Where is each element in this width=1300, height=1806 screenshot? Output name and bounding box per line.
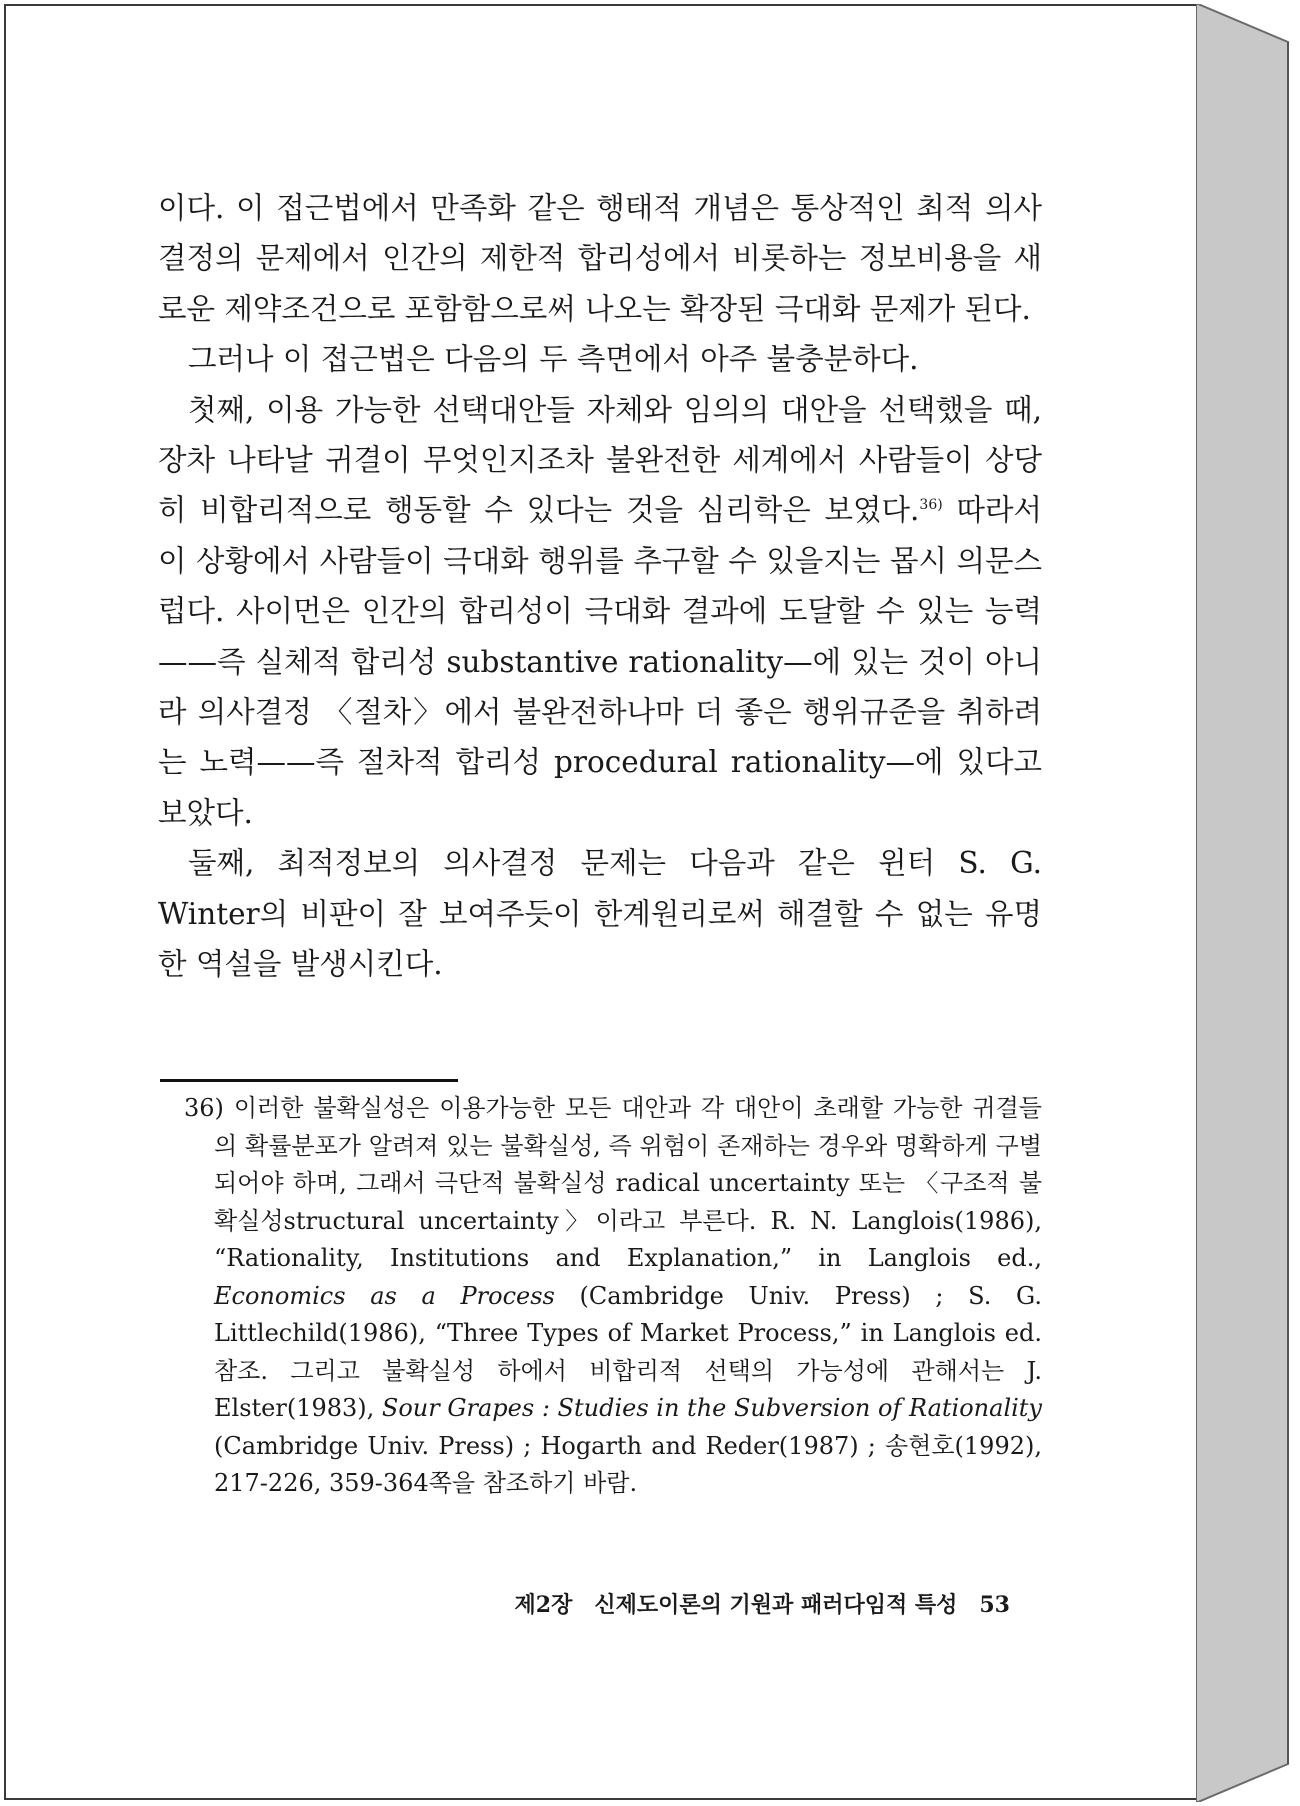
page-number: 53 [979,1592,1010,1618]
running-footer [390,1588,1010,1619]
chapter-label: 제2장 [514,1592,573,1618]
paragraph-text: 첫째, 이용 가능한 선택대안들 자체와 임의의 대안을 선택했을 때, 장차 나타날 귀결이 무엇인지조차 불완전한 세계에서 사람들이 상당히 비합리적으로 행동할 수 있다는 것을 심리학은 보였다. [158,392,1042,528]
footnote-item [184,1090,1042,1503]
paragraph-text: 따라서 이 상황에서 사람들이 극대화 행위를 추구할 수 있을지는 몹시 의문스럽다. 사이먼은 인간의 합리성이 극대화 결과에 도달할 수 있는 능력——즉 실체적 합리성 substantive rationality—에 있는 것이 아니라 의사결정 〈절차〉에서 불완전하나마 더 좋은 행위규준을 취하려는 노력——즉 절차적 합리성 procedural rationality—에 있다고 보았다. [158,493,1042,830]
footnote-text: (Cambridge Univ. Press) ; S. G. Littlechild(1986), “Three Types of Market Process,” in Langlois ed. 참조. 그리고 불확실성 하에서 비합리적 선택의 가능성에 관해서는 J. Elster(1983), [214,1281,1042,1422]
book-title: Sour Grapes : Studies in the Subversion of Rationality [381,1394,1042,1422]
footnote-text: 이러한 불확실성은 이용가능한 모든 대안과 각 대안이 초래할 가능한 귀결들의 확률분포가 알려져 있는 불확실성, 즉 위험이 존재하는 경우와 명확하게 구별되어야 하며, 그래서 극단적 불확실성 radical uncertainty 또는 〈구조적 불확실성structural uncertainty〉이라고 부른다. R. N. Langlois(1986), “Rationality, Institutions and Explanation,” in Langlois ed., [214,1094,1042,1272]
paragraph: 이다. 이 접근법에서 만족화 같은 행태적 개념은 통상적인 최적 의사결정의 문제에서 인간의 제한적 합리성에서 비롯하는 정보비용을 새로운 제약조건으로 포함함으로써 나오는 확장된 극대화 문제가 된다. [158,191,1042,326]
paragraph: 둘째, 최적정보의 의사결정 문제는 다음과 같은 윈터 S. G. Winter의 비판이 잘 보여주듯이 한계원리로써 해결할 수 없는 유명한 역설을 발생시킨다. [158,846,1042,982]
footnote [184,1090,1042,1503]
footnote-reference: 36) [919,497,943,514]
book-title: Economics as a Process [214,1281,555,1310]
footnote-text: (Cambridge Univ. Press) ; Hogarth and Reder(1987) ; 송현호(1992), 217-226, 359-364쪽을 참조하기 바람. [214,1431,1042,1497]
footnote-number: 36) [184,1094,224,1122]
footnote-divider [160,1079,458,1082]
body-text [158,183,1042,990]
paragraph [158,385,1042,839]
chapter-title: 신제도이론의 기원과 패러다임적 특성 [594,1592,958,1618]
page-edge-shading [1196,4,1296,1802]
paragraph: 그러나 이 접근법은 다음의 두 측면에서 아주 불충분하다. [188,342,919,377]
